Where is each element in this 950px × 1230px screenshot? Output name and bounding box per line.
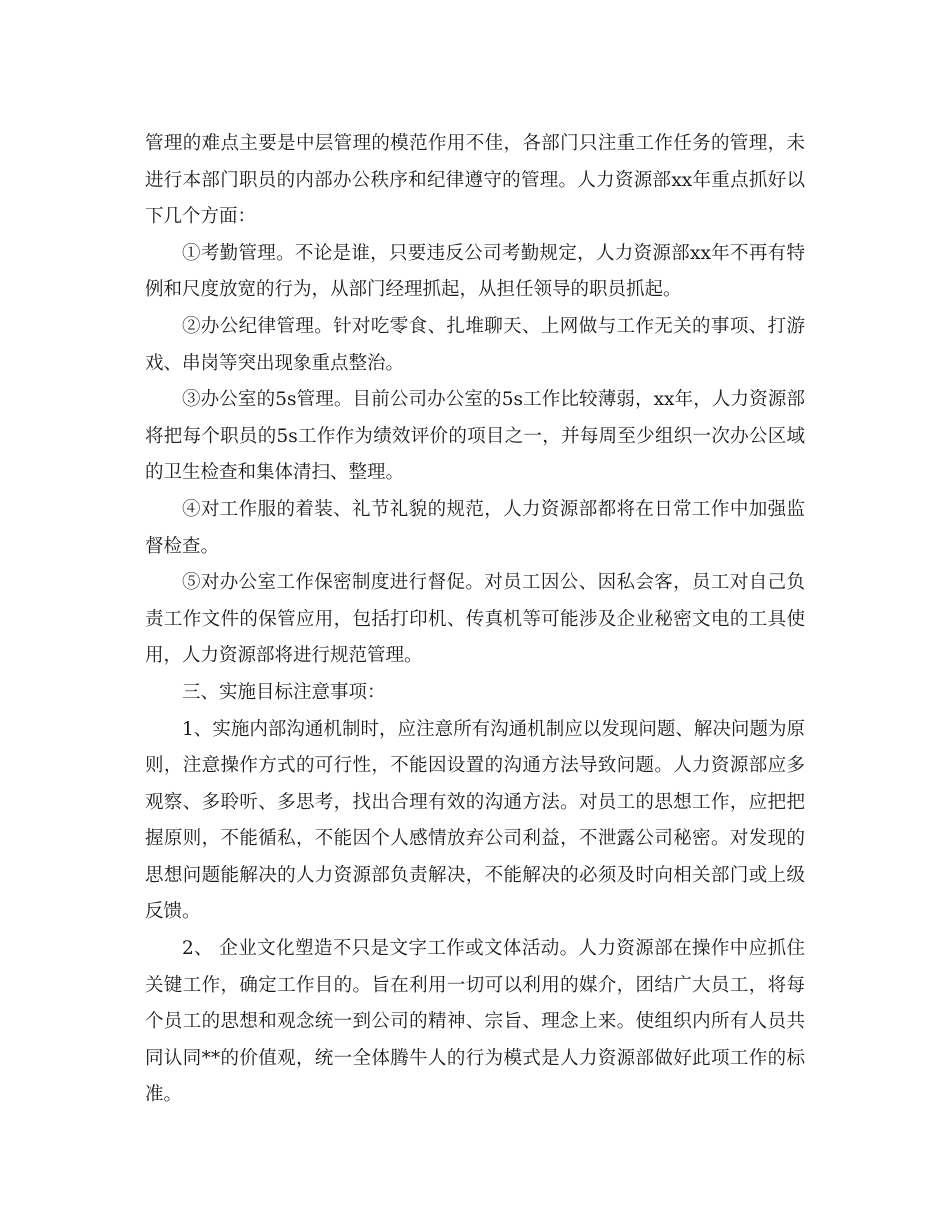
paragraph-confidentiality: ⑤对办公室工作保密制度进行督促。对员工因公、因私会客，员工对自己负责工作文件的保管应用，包括打印机、传真机等可能涉及企业秘密文电的工具使用，人力资源部将进行规范管理。 — [145, 572, 805, 667]
paragraph-attendance: ①考勤管理。不论是谁，只要违反公司考勤规定，人力资源部xx年不再有特例和尺度放宽的行为，从部门经理抓起，从担任领导的职员抓起。 — [145, 242, 805, 301]
paragraph-5s-management: ③办公室的5s管理。目前公司办公室的5s工作比较薄弱，xx年，人力资源部将把每个职员的5s工作作为绩效评价的项目之一，并每周至少组织一次办公区域的卫生检查和集体清扫、整理。 — [145, 389, 805, 484]
paragraph-communication: 1、实施内部沟通机制时，应注意所有沟通机制应以发现问题、解决问题为原则，注意操作方式的可行性，不能因设置的沟通方法导致问题。人力资源部应多观察、多聆听、多思考，找出合理有效的沟通方法。对员工的思想工作，应把把握原则，不能循私，不能因个人感情放弃公司利益，不泄露公司秘密。对发现的思想问题能解决的人力资源部负责解决，不能解决的必须及时向相关部门或上级反馈。 — [145, 718, 805, 923]
paragraph-office-discipline: ②办公纪律管理。针对吃零食、扎堆聊天、上网做与工作无关的事项、打游戏、串岗等突出现象重点整治。 — [145, 315, 805, 374]
paragraph-dress-code: ④对工作服的着装、礼节礼貌的规范，人力资源部都将在日常工作中加强监督检查。 — [145, 498, 805, 557]
paragraph-intro: 管理的难点主要是中层管理的模范作用不佳，各部门只注重工作任务的管理，未进行本部门职员的内部办公秩序和纪律遵守的管理。人力资源部xx年重点抓好以下几个方面： — [145, 133, 805, 228]
document-body — [145, 126, 805, 1114]
paragraph-culture: 2、 企业文化塑造不只是文字工作或文体活动。人力资源部在操作中应抓住关键工作，确定工作目的。旨在利用一切可以利用的媒介，团结广大员工，将每个员工的思想和观念统一到公司的精神、宗旨、理念上来。使组织内所有人员共同认同**的价值观，统一全体腾牛人的行为模式是人力资源部做好此项工作的标准。 — [145, 938, 805, 1106]
section-heading-notes: 三、实施目标注意事项： — [182, 681, 386, 703]
